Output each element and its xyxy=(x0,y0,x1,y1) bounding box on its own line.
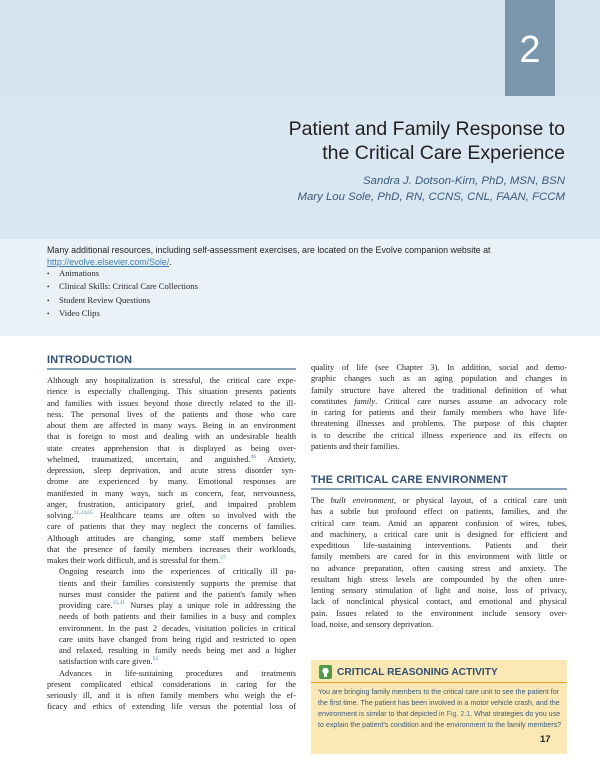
section-rule xyxy=(47,368,296,370)
activity-header xyxy=(319,663,498,681)
section-heading-environment: THE CRITICAL CARE ENVIRONMENT xyxy=(311,474,508,486)
citation[interactable]: 46 xyxy=(250,453,256,460)
chapter-number: 2 xyxy=(519,28,541,71)
chapter-title-line: the Critical Care Experience xyxy=(322,142,565,164)
chapter-title-line: Patient and Family Response to xyxy=(288,118,565,140)
list-item: • Animations xyxy=(47,267,198,280)
citation[interactable]: 52 xyxy=(152,656,159,663)
activity-text: You are bringing family members to the critical care unit to see the patient for the first time. The patient has been involved in a motor vehicle crash, and the environment is similar to that depicted in Fig. 2.1. What strategies do you use to explain the patient's condition and the environment to the family members? xyxy=(318,688,562,729)
left-column xyxy=(47,375,296,713)
citation[interactable]: 57 xyxy=(220,555,226,562)
evolve-link[interactable]: http://evolve.elsevier.com/Sole/ xyxy=(47,257,170,267)
author: Mary Lou Sole, PhD, RN, CCNS, CNL, FAAN, FCCM xyxy=(297,191,565,203)
list-item: • Student Review Questions xyxy=(47,294,198,307)
chapter-title xyxy=(289,117,565,165)
evolve-intro: Many additional resources, including self-assessment exercises, are located on the Evolve companion website at http://evolve.elsevier.com/Sole/. xyxy=(47,245,491,267)
paragraph: Although any hospitalization is stressful, the critical care expe- rience is especially challenging. This situation presents patients and families with issues beyond those directly related to the ill- ness. The personal lives of the patients and those who care about them are affected in many ways. Being in an environment that is foreign to most and dealing with an undesirable health state creates apprehension that is displayed as being over- whelmed, traumatized, uncertain, and anguished.$^{46}$ Anxiety, depression, sleep deprivation, and acute stress disorder syn- drome are experienced by many. Emotional responses are manifested in many ways, such as concern, fear, nervousness, anger, frustration, anticipatory grief, and impaired problem solving.$^{11,24,65}$ Healthcare teams are often so involved with the care of patients that they may neglect the concerns of families. Although attitudes are changing, some staff members believe that the presence of family members increases their workloads, makes their work difficult, and is stressful for them.$^{57}$ xyxy=(47,376,296,565)
critical-reasoning-box xyxy=(311,660,567,754)
evolve-resource-list xyxy=(47,267,198,320)
citation[interactable]: 11,24,65 xyxy=(73,510,93,517)
section-heading-introduction: INTRODUCTION xyxy=(47,354,133,366)
author: Sandra J. Dotson-Kirn, PhD, MSN, BSN xyxy=(363,175,565,187)
right-column xyxy=(311,362,567,452)
page-number: 17 xyxy=(540,734,551,745)
list-item: • Clinical Skills: Critical Care Collections xyxy=(47,280,198,293)
citation[interactable]: 15,31 xyxy=(112,600,126,607)
figure-link[interactable]: Fig. 2.1 xyxy=(446,710,471,718)
activity-rule xyxy=(311,682,567,683)
author-list xyxy=(297,173,565,205)
lightbulb-icon xyxy=(319,665,332,679)
paragraph: Ongoing research into the experiences of critically ill pa- tients and their families consistently supports the premise that nurses must consider the patient and the patient's family when providing care.$^{15,31}$ Nurses play a unique role in addressing the needs of both patients and their families in a busy and complex environment. In the past 2 decades, visitation policies in critical care units have changed from being rigid and restricted to open and relaxed, resulting in family needs being met and a higher satisfaction with care given.$^{52}$ xyxy=(59,567,296,667)
paragraph: The built environment, or physical layout, of a critical care unit has a subtle but profound effect on patients, families, and the critical care team. Amid an apparent confusion of wires, tubes, and machinery, a critical care unit is designed for efficient and expeditious life-sustaining interventions. Patients and their family members are cared for in this environment with little or no advance preparation, often causing stress and anxiety. The resultant high stress levels are compounded by the often unre- lenting sensory stimulation of light and noise, loss of privacy, lack of nonclinical physical contact, and emotional and physical pain. Issues related to the environment include sensory over- load, noise, and sensory deprivation. xyxy=(311,496,567,629)
paragraph: quality of life (see Chapter 3). In addition, social and demo- graphic changes such as an aging population and changes in family structure have altered the traditional definition of what constitutes family. Critical care nurses assume an advocacy role in caring for patients and their family members who have life- threatening illnesses and problems. The purpose of this chapter is to describe the critical illness experience and its effects on patients and their families. xyxy=(311,363,567,451)
paragraph: Advances in life-sustaining procedures and treatments present complicated ethical considerations in caring for the seriously ill, and it is often family members who weigh the ef- ficacy and ethics of extending life versus the potential loss of xyxy=(47,668,296,712)
activity-title: CRITICAL REASONING ACTIVITY xyxy=(337,666,498,678)
environment-text xyxy=(311,495,567,630)
chapter-number-box xyxy=(505,0,555,100)
section-rule xyxy=(311,488,567,490)
list-item: • Video Clips xyxy=(47,307,198,320)
